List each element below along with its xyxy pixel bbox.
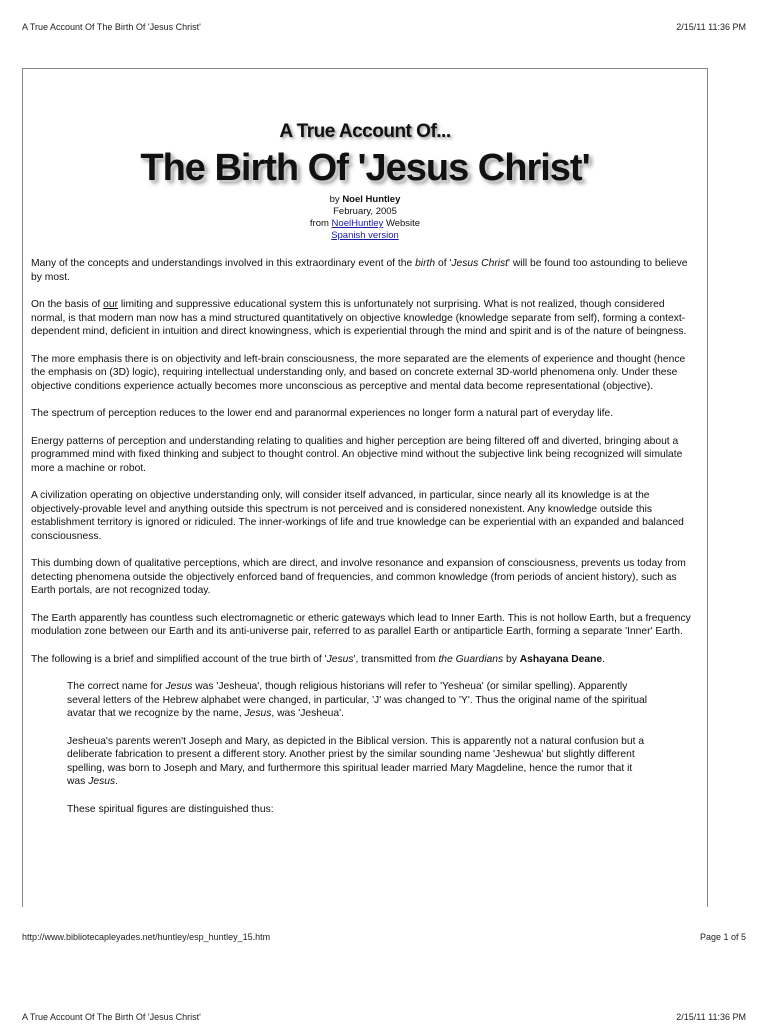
article-title: The Birth Of 'Jesus Christ' [140,147,590,189]
q1-jesus-2: Jesus [244,708,272,719]
article-frame [22,68,708,907]
author-name: Noel Huntley [342,194,401,205]
p2-text-a: On the basis of [31,299,104,310]
article-kicker: A True Account Of... [279,121,451,142]
q1-jesus: Jesus [165,681,193,692]
next-page-header-title: A True Account Of The Birth Of 'Jesus Christ' [22,1012,201,1022]
by-prefix: by [329,194,340,205]
quote-paragraph-1 [67,680,653,721]
paragraph-8: The Earth apparently has countless such electromagnetic or etheric gateways which lead to Inner Earth. This is not hollow Earth, but a frequency modulation zone between our Earth and its anti-universe pair, referred to as parallel Earth or antiparticle Earth, forming a separate 'Inner' Earth. [31,612,691,637]
paragraph-4: The spectrum of perception reduces to the lower end and paranormal experiences no longer form a natural part of everyday life. [31,408,614,419]
paragraph-2 [31,298,701,339]
paragraph-1 [31,257,701,284]
p1-birth: birth [415,258,436,269]
q1-text-b: was 'Jesheua', though religious historians will refer to 'Yesheua' (or similar spelling). Apparently several letters of the Hebrew alphabet were changed, in particular, 'J' was changed to 'Y'. Thus the original name of the spiritual avatar that we recognize by the name, [67,681,648,719]
quote-paragraph-2 [67,735,653,789]
q1-text-a: The correct name for [67,681,166,692]
paragraph-6: A civilization operating on objective understanding only, will consider itself advanced, in particular, since nearly all its knowledge is at the objectively-provable level and anything outside this spectrum is not perceived and is considered nonexistent. Any knowledge outside this establishment territory is ignored or ridiculed. The inner-workings of life and true knowledge can be experiential with an expanded and balanced consciousness. [31,490,684,542]
paragraph-5: Energy patterns of perception and understanding relating to qualities and higher perception are being filtered off and diverted, bringing about a programmed mind with fixed thinking and subject to thought control. An objective mind without the subjective link being recognized will simulate more a machine or robot. [31,435,683,474]
print-header-title: A True Account Of The Birth Of 'Jesus Christ' [22,22,201,32]
p9-text-a: The following is a brief and simplified account of the true birth of ' [31,653,327,665]
p9-jesus: Jesus [326,653,354,665]
article-date: February, 2005 [333,206,397,217]
q2-text-a: Jesheua's parents weren't Joseph and Mary, as depicted in the Biblical version. This is apparently not a natural confusion but a deliberate fabrication to present a different story. Another priest by the similar sounding name 'Jeshewua' but slightly different spelling, was born to Joseph and Mary, and furthermore this spiritual leader married Mary Magdeline, hence the rumor that it was [67,735,645,787]
byline [23,194,707,242]
footer-page-number: Page 1 of 5 [699,932,746,942]
p2-our: our [103,299,119,310]
print-header-timestamp: 2/15/11 11:36 PM [676,22,746,32]
p9-text-b: ', transmitted from [353,653,439,665]
paragraph-3: The more emphasis there is on objectivity and left-brain consciousness, the more separated are the elements of experience and thought (hence the emphasis on (3D) logic), requiring intellectual understanding only, and based on concrete external 3D-world phenomena only. Under these objective conditions experience actually becomes more unconscious as perceptive and mental data become representational (objective). [31,353,686,392]
p9-text-d: . [602,653,606,665]
paragraph-7: This dumbing down of qualitative perceptions, which are direct, and involve resonance and expansion of consciousness, prevents us today from detecting phenomena outside the objectively enforced band of frequencies, and common knowledge (from periods of ancient history), such as Earth portals, are not recognized today. [31,558,686,596]
article-body [23,257,707,816]
next-page-header-timestamp: 2/15/11 11:36 PM [676,1012,746,1022]
q1-text-c: , was 'Jesheua'. [271,708,344,719]
p9-text-c: by [503,653,520,665]
q2-text-b: . [115,776,118,787]
from-prefix: from [309,218,329,229]
p2-text-b: limiting and suppressive educational system this is unfortunately not surprising. What is not realized, though considered normal, is that modern man now has a mind structured quantitatively on objective knowledge (knowledge separate from self), forming a context-dependent mind, deficient in intuition and direct knowingness, which is experiential through the mind and spirit and is of the nature of beingness. [31,299,687,337]
p9-guardians: the Guardians [438,653,504,665]
title-block [23,121,707,242]
footer-url: http://www.bibliotecapleyades.net/huntley/esp_huntley_15.htm [22,932,271,942]
p1-text-c: ' will be found too astounding to believe by most. [31,258,688,283]
p9-ashayana-deane: Ashayana Deane [519,653,603,665]
source-suffix: Website [385,218,421,229]
q2-jesus: Jesus [88,776,116,787]
source-website-link[interactable]: NoelHuntley [331,218,384,229]
spanish-version-link[interactable]: Spanish version [331,230,399,241]
p1-text-b: of ' [435,258,452,269]
blockquote [31,680,701,816]
quote-paragraph-3: These spiritual figures are distinguished thus: [67,803,274,815]
paragraph-9 [31,653,701,667]
p1-jesus-christ: Jesus Christ [451,258,509,269]
p1-text-a: Many of the concepts and understandings involved in this extraordinary event of the [31,258,416,269]
